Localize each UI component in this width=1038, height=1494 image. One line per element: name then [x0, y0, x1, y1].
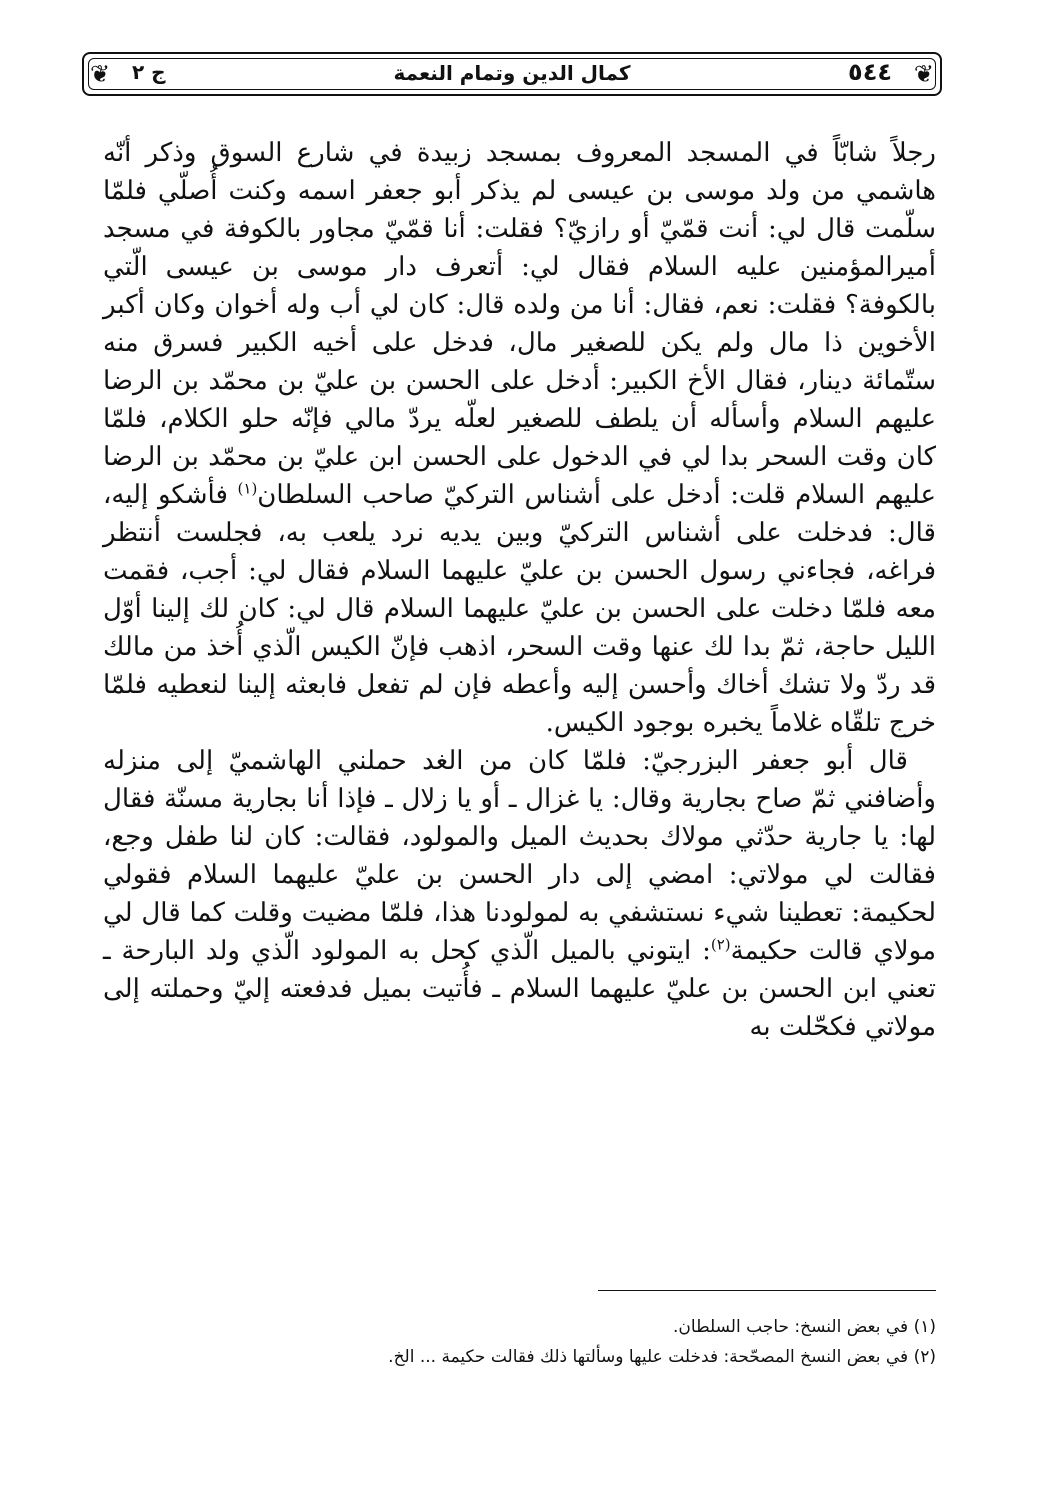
footnote-ref-2: (٢) [710, 935, 731, 954]
page-header [82, 52, 942, 96]
ornament-right-icon: ❦ [913, 60, 934, 88]
paragraph-1-continued: فأشكو إليه، قال: فدخلت على أشناس التركيّ وبين يديه نرد يلعب به، فجلست أنتظر فراغه، فجاءني رسول الحسن بن عليّ عليهما السلام فقال لي: أجب، فقمت معه فلمّا دخلت على الحسن بن عليّ عليهما السلام قال لي: كان لك إلينا أوّل الليل حاجة، ثمّ بدا لك عنها وقت السحر، اذهب فإنّ الكيس الّذي أُخذ من مالك قد ردّ ولا تشك أخاك وأحسن إليه وأعطه فإن لم تفعل فابعثه إلينا لنعطيه فلمّا خرج تلقّاه غلاماً يخبره بوجود الكيس. [103, 480, 936, 738]
footnote-1: (١) في بعض النسخ: حاجب السلطان. [673, 1317, 936, 1337]
volume-label: ج ٢ [132, 60, 166, 84]
page-number: ٥٤٤ [848, 58, 892, 86]
paragraph-1 [103, 134, 936, 742]
footnote-2: (٢) في بعض النسخ المصحّحة: فدخلت عليها وسألتها ذلك فقالت حكيمة ... الخ. [388, 1347, 936, 1367]
footnote-divider [598, 1290, 936, 1291]
book-title: كمال الدين وتمام النعمة [393, 61, 631, 85]
main-text [103, 134, 936, 1046]
footnotes [200, 1312, 936, 1372]
paragraph-2-continued: : ايتوني بالميل الّذي كحل به المولود الّذي ولد البارحة ـ تعني ابن الحسن بن عليّ عليهما السلام ـ فأُتيت بميل فدفعته إليّ وحملته إلى مولاتي فكحّلت به [103, 936, 936, 1042]
ornament-left-icon: ❦ [90, 60, 111, 88]
paragraph-2-text: قال أبو جعفر البزرجيّ: فلمّا كان من الغد حملني الهاشميّ إلى منزله وأضافني ثمّ صاح بجارية وقال: يا غزال ـ أو يا زلال ـ فإذا أنا بجارية مسنّة فقال لها: يا جارية حدّثي مولاك بحديث الميل والمولود، فقالت: كان لنا طفل وجع، فقالت لي مولاتي: امضي إلى دار الحسن بن عليّ عليهما السلام فقولي لحكيمة: تعطينا شيء نستشفي به لمولودنا هذا، فلمّا مضيت وقلت كما قال لي مولاي قالت حكيمة [103, 746, 936, 966]
paragraph-2 [103, 742, 936, 1046]
paragraph-1-text: رجلاً شابّاً في المسجد المعروف بمسجد زبيدة في شارع السوق وذكر أنّه هاشمي من ولد موسى بن عيسى لم يذكر أبو جعفر اسمه وكنت أُصلّي فلمّا سلّمت قال لي: أنت قمّيّ أو رازيّ؟ فقلت: أنا قمّيّ مجاور بالكوفة في مسجد أميرالمؤمنين عليه السلام فقال لي: أتعرف دار موسى بن عيسى الّتي بالكوفة؟ فقلت: نعم، فقال: أنا من ولده قال: كان لي أب وله أخوان وكان أكبر الأخوين ذا مال ولم يكن للصغير مال، فدخل على أخيه الكبير فسرق منه ستّمائة دينار، فقال الأخ الكبير: أدخل على الحسن بن عليّ بن محمّد بن الرضا عليهم السلام وأسأله أن يلطف للصغير لعلّه يردّ مالي فإنّه حلو الكلام، فلمّا كان وقت السحر بدا لي في الدخول على الحسن ابن عليّ بن محمّد بن الرضا عليهم السلام قلت: أدخل على أشناس التركيّ صاحب السلطان [103, 138, 936, 510]
footnote-ref-1: (١) [237, 479, 258, 498]
